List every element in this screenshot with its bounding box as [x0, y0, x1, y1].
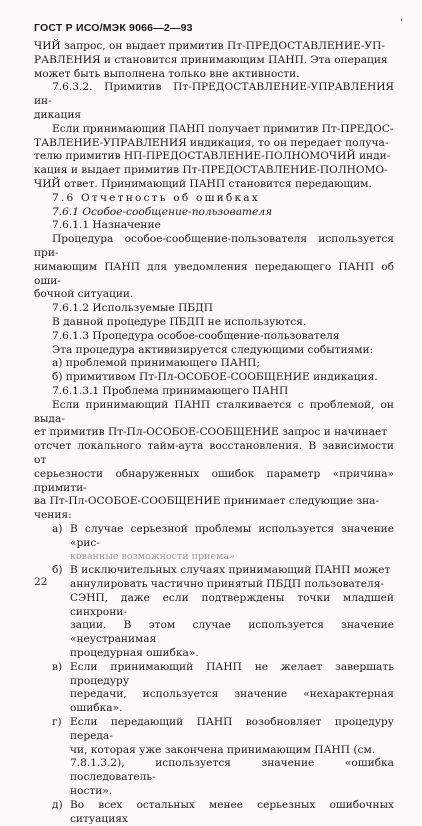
subsection-heading: 7.6.1.3 Процедура особое-сообщение-пользователя: [52, 329, 340, 342]
list-item: а) проблемой принимающего ПАНП;: [52, 357, 260, 370]
text-line: В случае серьезной проблемы используется значение «рис-: [70, 522, 394, 549]
text-line: ТАВЛЕНИЕ-УПРАВЛЕНИЯ индикация, то он передает получа-: [34, 136, 389, 149]
text-line: Если принимающий ПАНП сталкивается с проблемой, он выда-: [34, 398, 394, 425]
text-line: бочной ситуации.: [34, 288, 134, 301]
text-line: передачи, используется значение «нехарактерная ошибка».: [70, 688, 394, 715]
text-line: В данной процедуре ПБДП не используются.: [52, 315, 307, 328]
text-line: 7.8.1.3.2), используется значение «ошибка последователь-: [70, 757, 394, 784]
text-line: чи, которая уже закончена принимающим ПАНП (см.: [70, 743, 376, 756]
text-line: В исключительных случаях принимающий ПАНП может: [70, 564, 391, 577]
text-line: процедурная ошибка».: [70, 647, 199, 660]
text-line: Если принимающий ПАНП не желает завершать процедуру: [70, 660, 394, 687]
list-item-a: [34, 523, 394, 564]
text-line: Если передающий ПАНП возобновляет процедуру переда-: [70, 716, 394, 742]
text-line: Эта процедура активизируется следующими событиями:: [52, 343, 374, 356]
list-marker: а): [52, 522, 63, 535]
text-line: ет примитив Пт-Пл-ОСОБОЕ-СООБЩЕНИЕ запрос и начинает: [34, 426, 388, 439]
text-line: серьезности обнаруженных ошибок параметр «причина» примити-: [34, 467, 394, 494]
section-heading-cont: дикация: [34, 108, 82, 121]
document-header: ГОСТ Р ИСО/МЭК 9066—2—93: [34, 22, 193, 34]
list-item: б) примитивом Пт-Пл-ОСОБОЕ-СООБЩЕНИЕ индикация.: [52, 371, 378, 384]
text-line: ЧИЙ запрос, он выдает примитив Пт-ПРЕДОСТАВЛЕНИЕ-УП-: [34, 40, 385, 52]
text-line: СЭНП, даже если подтверждены точки младшей синхрони-: [70, 591, 394, 618]
text-line: чения:: [34, 509, 72, 522]
subsection-heading: 7.6.1.3.1 Проблема принимающего ПАНП: [52, 384, 289, 397]
list-marker: д): [52, 798, 63, 811]
list-item-v: [34, 661, 394, 716]
text-line: ва Пт-Пл-ОСОБОЕ-СООБЩЕНИЕ принимает следующие зна-: [34, 495, 380, 508]
text-line: Во всех остальных менее серьезных ошибочных ситуациях: [70, 798, 394, 825]
text-line: ности».: [70, 785, 113, 798]
faded-text-line: кованные возможности приема»: [70, 551, 235, 563]
text-line: Если принимающий ПАНП получает примитив Пт-ПРЕДОС-: [52, 122, 394, 135]
text-line: зации. В этом случае используется значение «неустранимая: [70, 619, 394, 646]
document-body: [34, 40, 394, 826]
section-heading: 7.6.3.2. Примитив Пт-ПРЕДОСТАВЛЕНИЕ-УПРАВЛЕНИЯ ин-: [34, 81, 394, 108]
list-item-b: [34, 564, 394, 661]
text-line: аннулировать частично принятый ПБДП пользователя-: [70, 578, 384, 591]
text-line: РАВЛЕНИЯ и становится принимающим ПАНП. Эта операция: [34, 53, 388, 66]
subsection-heading: 7.6.1.1 Назначение: [52, 219, 161, 232]
list-marker: г): [52, 716, 62, 729]
section-heading: 7.6 Отчетность об ошибках: [52, 191, 260, 204]
subsection-heading: 7.6.1 Особое-сообщение-пользователя: [52, 205, 273, 218]
margin-mark: ': [400, 18, 403, 29]
text-line: Процедура особое-сообщение-пользователя используется при-: [34, 233, 394, 259]
page-number: 22: [34, 576, 48, 588]
text-line: ЧИЙ ответ. Принимающий ПАНП становится передающим.: [34, 177, 372, 190]
text-line: телю примитив НП-ПРЕДОСТАВЛЕНИЕ-ПОЛНОМОЧИЙ инди-: [34, 150, 391, 163]
list-marker: в): [52, 660, 63, 673]
list-item-g: [34, 716, 394, 799]
text-line: кация и выдает примитив Пт-ПРЕДОСТАВЛЕНИЕ-ПОЛНОМО-: [34, 164, 388, 177]
text-line: может быть выполнена только вне активности.: [34, 67, 300, 80]
text-line: отсчет локального тайм-аута восстановления. В зависимости от: [34, 440, 394, 466]
subsection-heading: 7.6.1.2 Используемые ПБДП: [52, 302, 214, 315]
list-item-d: [34, 799, 394, 826]
text-line: нимающим ПАНП для уведомления передающего ПАНП об оши-: [34, 260, 394, 287]
list-marker: б): [52, 564, 63, 577]
